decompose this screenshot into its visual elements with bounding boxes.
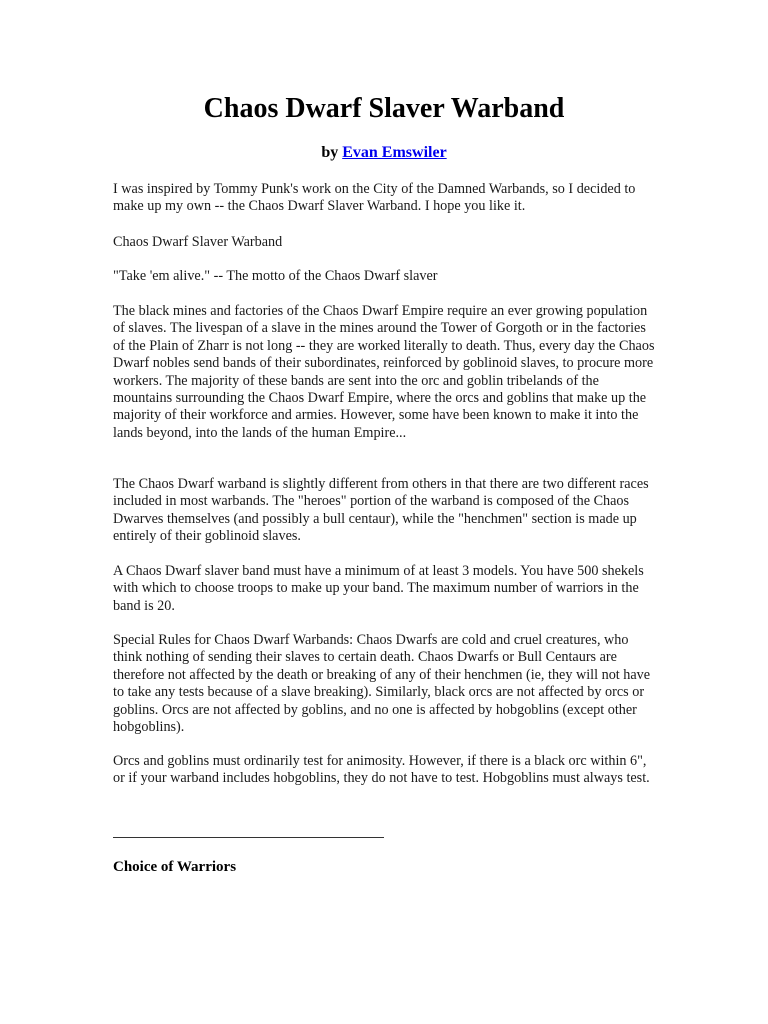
intro-paragraph: I was inspired by Tommy Punk's work on the City of the Damned Warbands, so I decided to make up my own -- the Chaos Dwarf Slaver Warband. I hope you like it. — [113, 181, 636, 215]
warband-composition-paragraph: The Chaos Dwarf warband is slightly different from others in that there are two different races included in most warbands. The "heroes" portion of the warband is composed of the Chaos Dwarves themselves (and possibly a bull centaur), while the "henchmen" section is made up entirely of their goblinoid slaves. — [113, 476, 649, 545]
animosity-paragraph: Orcs and goblins must ordinarily test for animosity. However, if there is a black orc within 6", or if your warband includes hobgoblins, they do not have to test. Hobgoblins must always test. — [113, 753, 650, 787]
section-heading-choice-of-warriors: Choice of Warriors — [113, 859, 237, 875]
warband-subtitle: Chaos Dwarf Slaver Warband — [113, 234, 283, 250]
byline-prefix: by — [321, 144, 339, 161]
background-paragraph: The black mines and factories of the Chaos Dwarf Empire require an ever growing population of slaves. The livespan of a slave in the mines around the Tower of Gorgoth or in the factories of the Plain of Zharr is not long -- they are worked literally to death. Thus, every day the Chaos Dwarf nobles send bands of their subordinates, reinforced by goblinoid slaves, to procure more workers. The majority of these bands are sent into the orc and goblin tribelands of the mountains surrounding the Chaos Dwarf Empire, where the orcs and goblins that make up the majority of their workforce and armies. However, some have been known to make it into the lands beyond, into the lands of the human Empire... — [113, 303, 655, 441]
document-title: Chaos Dwarf Slaver Warband — [203, 93, 565, 124]
motto-paragraph: "Take 'em alive." -- The motto of the Chaos Dwarf slaver — [113, 268, 438, 284]
warband-size-paragraph: A Chaos Dwarf slaver band must have a minimum of at least 3 models. You have 500 shekels with which to choose troops to make up your band. The maximum number of warriors in the band is 20. — [113, 563, 644, 614]
special-rules-paragraph: Special Rules for Chaos Dwarf Warbands: Chaos Dwarfs are cold and cruel creatures, who think nothing of sending their slaves to certain death. Chaos Dwarfs or Bull Centaurs are therefore not affected by the death or breaking of any of their henchmen (ie, they will not have to take any tests because of a slave breaking). Similarly, black orcs are not affected by orcs or goblins. Orcs are not affected by goblins, and no one is affected by hobgoblins (except other hobgoblins). — [113, 632, 651, 736]
byline — [0, 143, 768, 163]
horizontal-divider — [113, 837, 384, 838]
author-link[interactable]: Evan Emswiler — [342, 144, 447, 161]
